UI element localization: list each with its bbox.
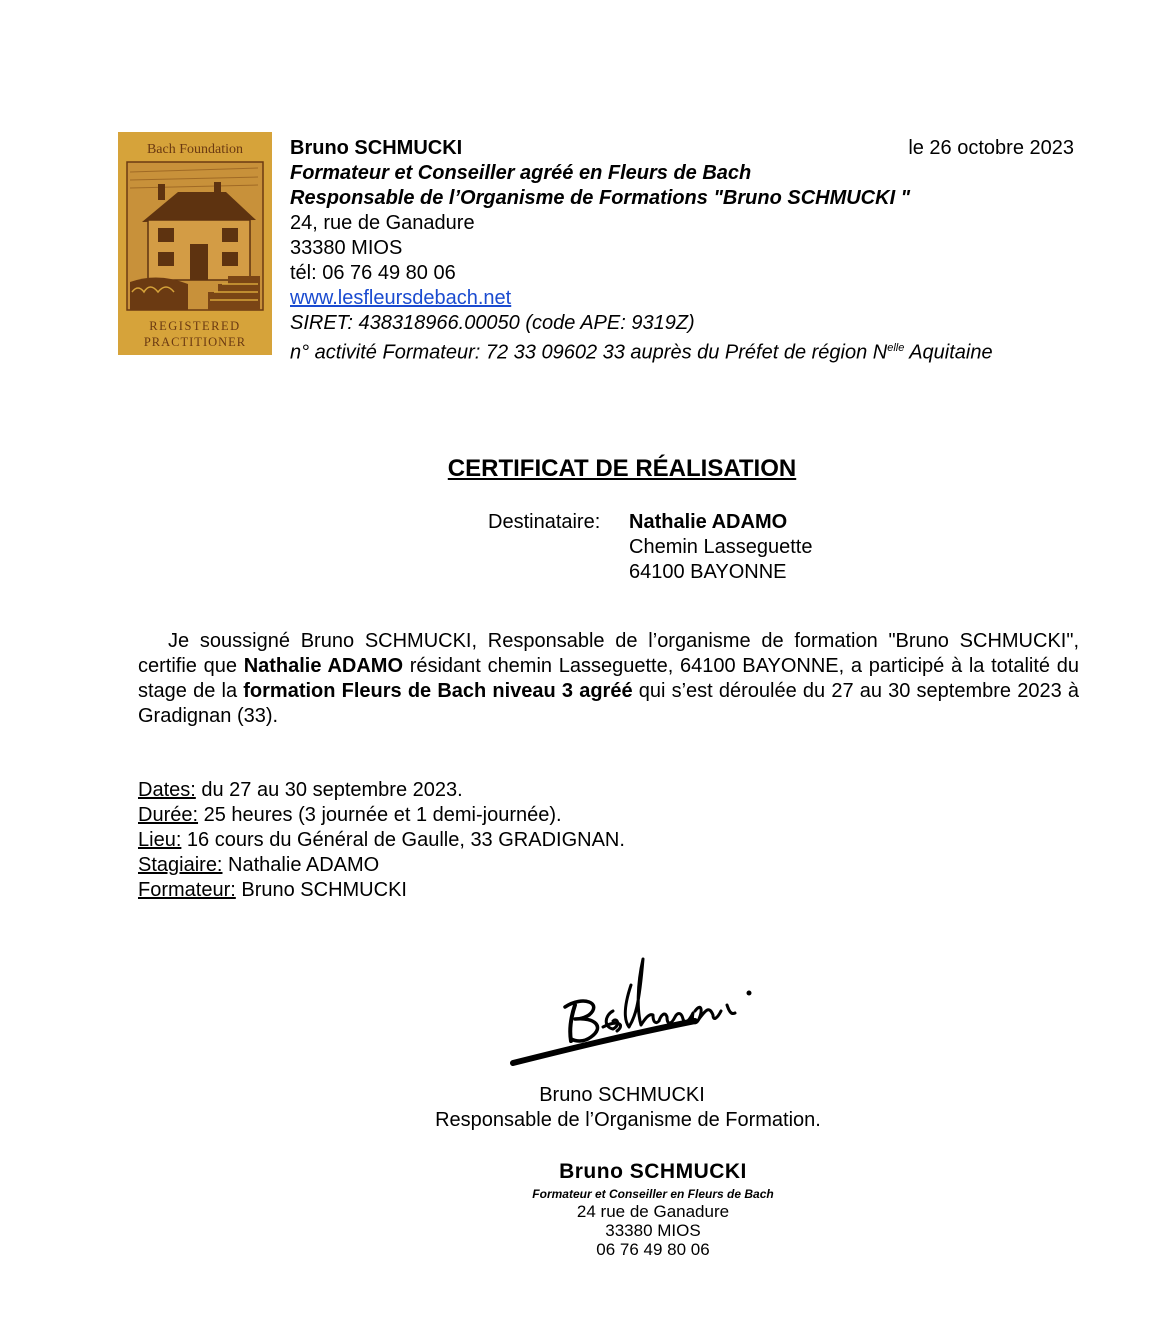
sender-role-line2: Responsable de l’Organisme de Formations "Bruno SCHMUCKI " (290, 187, 911, 209)
recipient-block (629, 510, 812, 585)
detail-dates: Dates: du 27 au 30 septembre 2023. (138, 779, 463, 801)
logo-house-illustration (118, 132, 272, 355)
recipient-name: Nathalie ADAMO (629, 511, 788, 533)
sender-phone: tél: 06 76 49 80 06 (290, 262, 456, 284)
sender-role-line1: Formateur et Conseiller agréé en Fleurs de Bach (290, 162, 752, 184)
document-title: CERTIFICAT DE RÉALISATION (447, 455, 797, 482)
logo-top-text: Bach Foundation (146, 142, 244, 157)
certificate-body (138, 629, 1079, 729)
recipient-label: Destinataire: (488, 511, 601, 533)
training-details (138, 778, 625, 903)
sender-address-line2: 33380 MIOS (290, 237, 403, 259)
company-stamp (500, 1158, 806, 1259)
logo-bottom-line2: PRACTITIONER (143, 335, 247, 349)
sender-siret: SIRET: 438318966.00050 (code APE: 9319Z) (290, 312, 695, 334)
signatory-role: Responsable de l’Organisme de Formation. (435, 1109, 821, 1131)
detail-trainee: Stagiaire: Nathalie ADAMO (138, 854, 380, 876)
stamp-address (500, 1202, 806, 1259)
website-link[interactable]: www.lesfleursdebach.net (290, 287, 512, 309)
detail-duration: Durée: 25 heures (3 journée et 1 demi-journée). (138, 804, 562, 826)
stamp-address-line2: 33380 MIOS (605, 1221, 701, 1240)
signatory-name: Bruno SCHMUCKI (539, 1084, 705, 1106)
certificate-paragraph: Je soussigné Bruno SCHMUCKI, Responsable de l’organisme de formation "Bruno SCHMUCKI", certifie que Nathalie ADAMO résidant chemin Lasseguette, 64100 BAYONNE, a participé à la totalité du stage de la formation Fleurs de Bach niveau 3 agréé qui s’est déroulée du 27 au 30 septembre 2023 à Gradignan (33). (138, 630, 1079, 727)
sender-address-line1: 24, rue de Ganadure (290, 212, 475, 234)
recipient-address-line1: Chemin Lasseguette (629, 536, 813, 558)
stamp-phone: 06 76 49 80 06 (596, 1240, 710, 1259)
letter-date: le 26 octobre 2023 (908, 137, 1074, 159)
detail-location: Lieu: 16 cours du Général de Gaulle, 33 GRADIGNAN. (138, 829, 625, 851)
stamp-subtitle: Formateur et Conseiller en Fleurs de Bach (532, 1187, 774, 1201)
sender-name: Bruno SCHMUCKI (290, 137, 463, 159)
sender-header (290, 136, 993, 364)
stamp-name: Bruno SCHMUCKI (559, 1160, 747, 1183)
logo-bottom-line1: REGISTERED (149, 319, 241, 333)
recipient-address-line2: 64100 BAYONNE (629, 561, 787, 583)
handwritten-signature (505, 955, 765, 1075)
sender-activity-number: n° activité Formateur: 72 33 09602 33 auprès du Préfet de région $N^{elle}$ Aquitaine (290, 341, 993, 364)
stamp-address-line1: 24 rue de Ganadure (576, 1202, 730, 1221)
bach-foundation-logo (118, 132, 272, 355)
detail-trainer: Formateur: Bruno SCHMUCKI (138, 879, 407, 901)
